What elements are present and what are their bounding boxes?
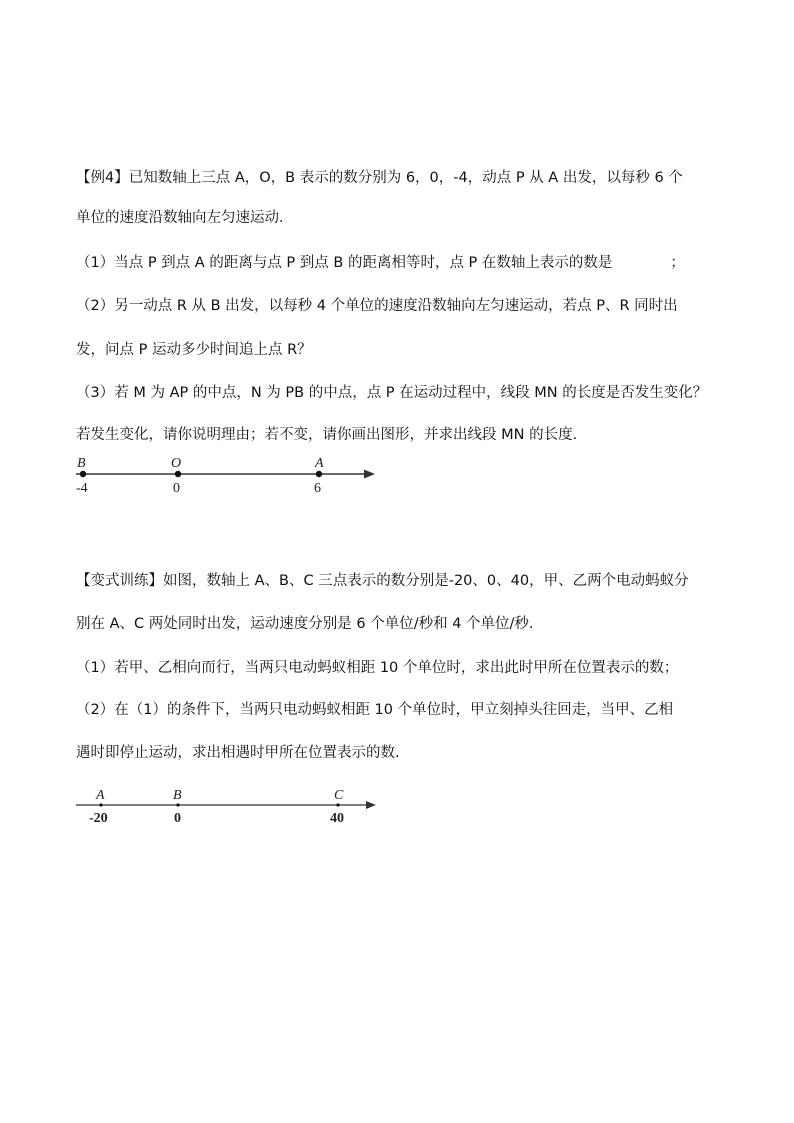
- example4-line2: 单位的速度沿数轴向左匀速运动．: [76, 210, 294, 226]
- point-C-label: C: [334, 788, 344, 803]
- variant-question1: （1）若甲、乙相向而行，当两只电动蚂蚁相距 10 个单位时，求出此时甲所在位置表示的数；: [76, 660, 679, 676]
- point-C-value: 40: [330, 811, 344, 826]
- variant-number-line: [70, 784, 390, 830]
- variant-line1: 【变式训练】如图，数轴上 A、B、C 三点表示的数分别是-20、0、40，甲、乙两个电动蚂蚁分: [76, 573, 689, 589]
- question1-end: ；: [670, 255, 685, 271]
- point-A-label: A: [315, 456, 324, 471]
- example4-question1: [76, 253, 726, 273]
- example4-question3-line1: （3）若 M 为 AP 的中点，N 为 PB 的中点，点 P 在运动过程中，线段 MN 的长度是否发生变化？: [76, 385, 708, 401]
- example4-number-line: [70, 452, 390, 498]
- point-B-label: B: [77, 456, 86, 471]
- variant-question2-line2: 遇时即停止运动，求出相遇时甲所在位置表示的数.: [76, 745, 400, 761]
- variant-line2: 别在 A、C 两处同时出发，运动速度分别是 6 个单位/秒和 4 个单位/秒.: [76, 616, 534, 632]
- point-B-value: -4: [76, 481, 88, 496]
- point-O-value: 0: [173, 481, 180, 496]
- point-B-dot: [176, 803, 179, 806]
- variant-question2-line1: （2）在（1）的条件下，当两只电动蚂蚁相距 10 个单位时，甲立刻掉头往回走，当甲、乙相: [76, 702, 674, 718]
- point-A-value: -20: [89, 811, 108, 826]
- point-B-value: 0: [174, 811, 181, 826]
- point-O-dot: [175, 471, 181, 477]
- point-A-dot: [99, 803, 102, 806]
- example4-question2-line2: 发，问点 P 运动多少时间追上点 R？: [76, 342, 312, 358]
- example4-question2-line1: （2）另一动点 R 从 B 出发，以每秒 4 个单位的速度沿数轴向左匀速运动，若点 P、R 同时出: [76, 298, 678, 314]
- point-A-label: A: [96, 788, 105, 803]
- point-A-dot: [316, 471, 322, 477]
- point-O-label: O: [171, 456, 182, 471]
- example4-line1: 【例4】已知数轴上三点 A，O，B 表示的数分别为 6，0，-4，动点 P 从 A 出发，以每秒 6 个: [76, 170, 683, 186]
- point-C-dot: [336, 803, 339, 806]
- point-A-value: 6: [314, 481, 321, 496]
- point-B-dot: [80, 471, 86, 477]
- question1-text: （1）当点 P 到点 A 的距离与点 P 到点 B 的距离相等时，点 P 在数轴上表示的数是: [76, 255, 613, 271]
- point-B-label: B: [173, 788, 182, 803]
- example4-question3-line2: 若发生变化，请你说明理由；若不变，请你画出图形，并求出线段 MN 的长度．: [76, 427, 588, 443]
